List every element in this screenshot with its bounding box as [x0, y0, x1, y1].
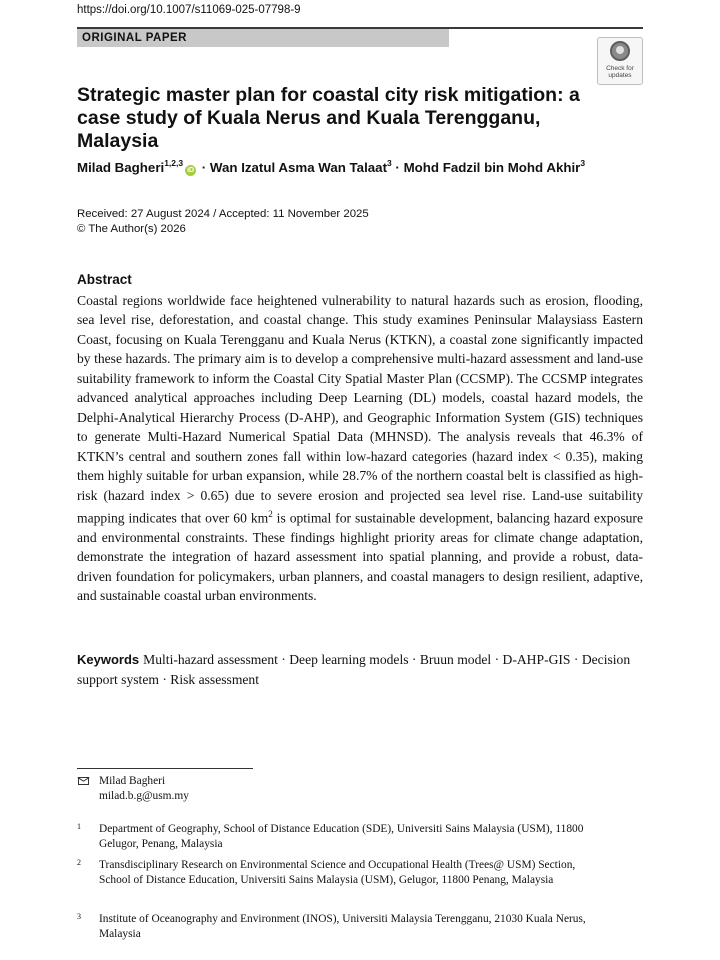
author-affiliation-marks: 3: [580, 158, 586, 168]
check-for-updates-icon: [610, 41, 630, 61]
affiliation-text: Institute of Oceanography and Environment (INOS), Universiti Malaysia Terengganu, 21030 Kuala Nerus, Malaysia: [99, 913, 586, 941]
author-list: Milad Bagheri$^{1,2,3}$iD · Wan Izatul Asma Wan Talaat$^3$ · Mohd Fadzil bin Mohd Akhir$^3$: [77, 158, 586, 175]
author-name[interactable]: Mohd Fadzil bin Mohd Akhir: [403, 160, 581, 175]
affiliation-text: Transdisciplinary Research on Environmental Science and Occupational Health (Trees@ USM) Section, School of Distance Education, Universiti Sains Malaysia (USM), Gelugor, 11800 Penang, Malaysia: [99, 859, 576, 887]
check-badge-label-2: updates: [608, 72, 632, 79]
article-type-banner: ORIGINAL PAPER: [77, 29, 449, 47]
keywords-list: Multi-hazard assessment · Deep learning models · Bruun model · D-AHP-GIS · Decision support system · Risk assessment: [77, 652, 631, 687]
abstract-text-part-2: is optimal for sustainable development, balancing hazard exposure and environmental constraints. These findings highlight priority areas for climate change adaptation, demonstrate the integration of hazard assessment into spatial planning, and provide a robust, data-driven foundation for policymakers, urban planners, and coastal managers to design resilient, adaptive, and sustainable coastal urban environments.: [77, 510, 643, 604]
abstract-heading: Abstract: [77, 272, 132, 287]
check-for-updates-badge[interactable]: [597, 37, 643, 85]
article-dates: [77, 207, 369, 237]
affiliation-number: 2: [77, 858, 81, 867]
received-accepted-dates: Received: 27 August 2024 / Accepted: 11 November 2025: [77, 208, 369, 220]
superscript-2: 2: [268, 508, 273, 519]
affiliation-number: 1: [77, 822, 81, 831]
affiliation-text: Department of Geography, School of Distance Education (SDE), Universiti Sains Malaysia (USM), 11800 Gelugor, Penang, Malaysia: [99, 823, 584, 851]
doi-link[interactable]: https://doi.org/10.1007/s11069-025-07798-9: [77, 4, 301, 16]
corresponding-author-name: Milad Bagheri: [99, 775, 166, 787]
author-affiliation-marks: 3: [387, 158, 392, 168]
envelope-icon: [78, 777, 89, 785]
author-name[interactable]: Milad Bagheri: [77, 160, 165, 175]
affiliation-number: 3: [77, 912, 81, 921]
author-affiliation-marks: 1,2,3: [164, 158, 184, 168]
corresponding-author-email[interactable]: milad.b.g@usm.my: [99, 790, 189, 802]
keywords-heading: Keywords: [77, 652, 140, 667]
keywords-section: [77, 650, 643, 690]
author-name[interactable]: Wan Izatul Asma Wan Talaat: [209, 160, 387, 175]
abstract-text-part-1: Coastal regions worldwide face heightened vulnerability to natural hazards such as erosion, flooding, sea level rise, deforestation, and coastal change. This study examines Peninsular Malaysiass Eastern Coast, focusing on Kuala Terengganu and Kuala Nerus (KTKN), a coastal zone significantly impacted by these hazards. The primary aim is to develop a comprehensive multi-hazard assessment and land-use suitability framework to inform the Coastal City Spatial Master Plan (CCSMP). The CCSMP integrates advanced analytical approaches including Deep Learning (DL) models, coastal hazard models, the Delphi-Analytical Hierarchy Process (D-AHP), and Geographic Information System (GIS) techniques to generate Multi-Hazard Numerical Spatial Data (MHNSD). The analysis reveals that 46.3% of KTKN’s central and southern zones fall within low-hazard categories (hazard index < 0.35), making them highly suitable for urban expansion, while 28.7% of the northern coastal belt is classified as high-risk (hazard index > 0.65) due to severe erosion and projected sea level rise. Land-use suitability mapping indicates that over 60 km: [77, 293, 643, 526]
paper-title: Strategic master plan for coastal city risk mitigation: a case study of Kuala Nerus and Kuala Terengganu, Malaysia: [77, 84, 580, 152]
orcid-icon[interactable]: iD: [187, 167, 195, 174]
footnote-rule: [77, 768, 253, 769]
copyright-notice: © The Author(s) 2026: [77, 223, 186, 235]
check-badge-label-1: Check for: [606, 65, 634, 72]
abstract-text: [77, 291, 643, 606]
